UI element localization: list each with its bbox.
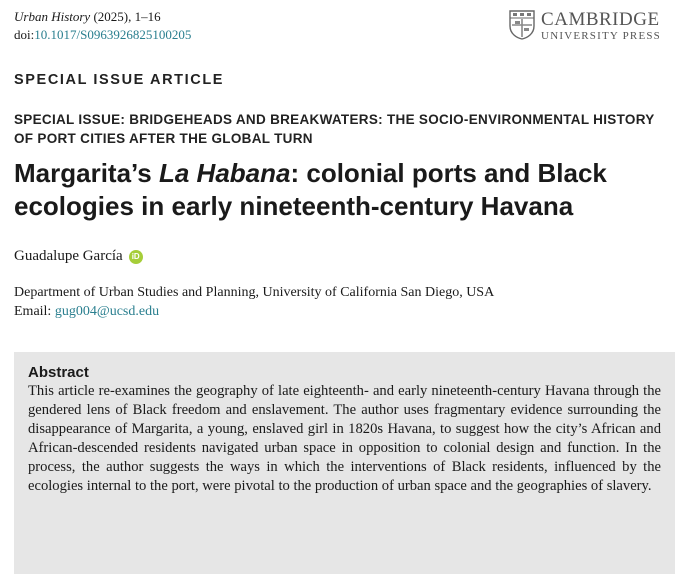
author-email-line [14,302,159,321]
email-label: Email: [14,304,55,319]
doi-prefix: doi: [14,27,35,42]
journal-citation [14,8,161,26]
orcid-icon[interactable]: iD [129,250,143,264]
publisher-name: CAMBRIDGE [541,9,660,30]
abstract-text: This article re-examines the geography of late eighteenth- and early nineteenth-century Havana through the gendered lens of Black freedom and enslavement. The author uses fragmentary evidence surrounding the disappearance of Margarita, a young, enslaved girl in 1820s Havana, to suggest how the city’s African and African-descended residents navigated urban space in opposition to colonial design and function. In the process, the author suggests the ways in which the interventions of Black residents, influenced by the ecologies internal to the port, were pivotal to the production of urban space and the geographies of slavery. [28,383,661,494]
cambridge-crest-icon [509,10,535,40]
publisher-subname: UNIVERSITY PRESS [541,30,661,42]
abstract-box [14,352,675,574]
author-name[interactable]: Guadalupe García [14,248,123,264]
author-affiliation: Department of Urban Studies and Planning, University of California San Diego, USA [14,285,495,300]
email-link[interactable]: gug004@ucsd.edu [54,304,160,319]
special-issue-heading: SPECIAL ISSUE: BRIDGEHEADS AND BREAKWATERS: THE SOCIO-ENVIRONMENTAL HISTORY OF PORT CITIES AFTER THE GLOBAL TURN [14,112,655,146]
abstract-heading: Abstract [28,364,89,381]
journal-year-pages: (2025), 1–16 [90,9,161,24]
doi-link[interactable]: 10.1017/S0963926825100205 [34,27,192,42]
journal-name: Urban History [14,9,91,24]
publisher-logo [509,10,661,42]
doi-line [14,26,191,44]
article-type: SPECIAL ISSUE ARTICLE [14,72,225,88]
title-part2: : colonial ports and Black ecologies in early nineteenth-century Havana [14,158,607,221]
title-part1: Margarita’s [14,158,159,188]
article-title [14,157,664,223]
title-italic: La Habana [158,158,291,188]
author-line [14,248,143,265]
